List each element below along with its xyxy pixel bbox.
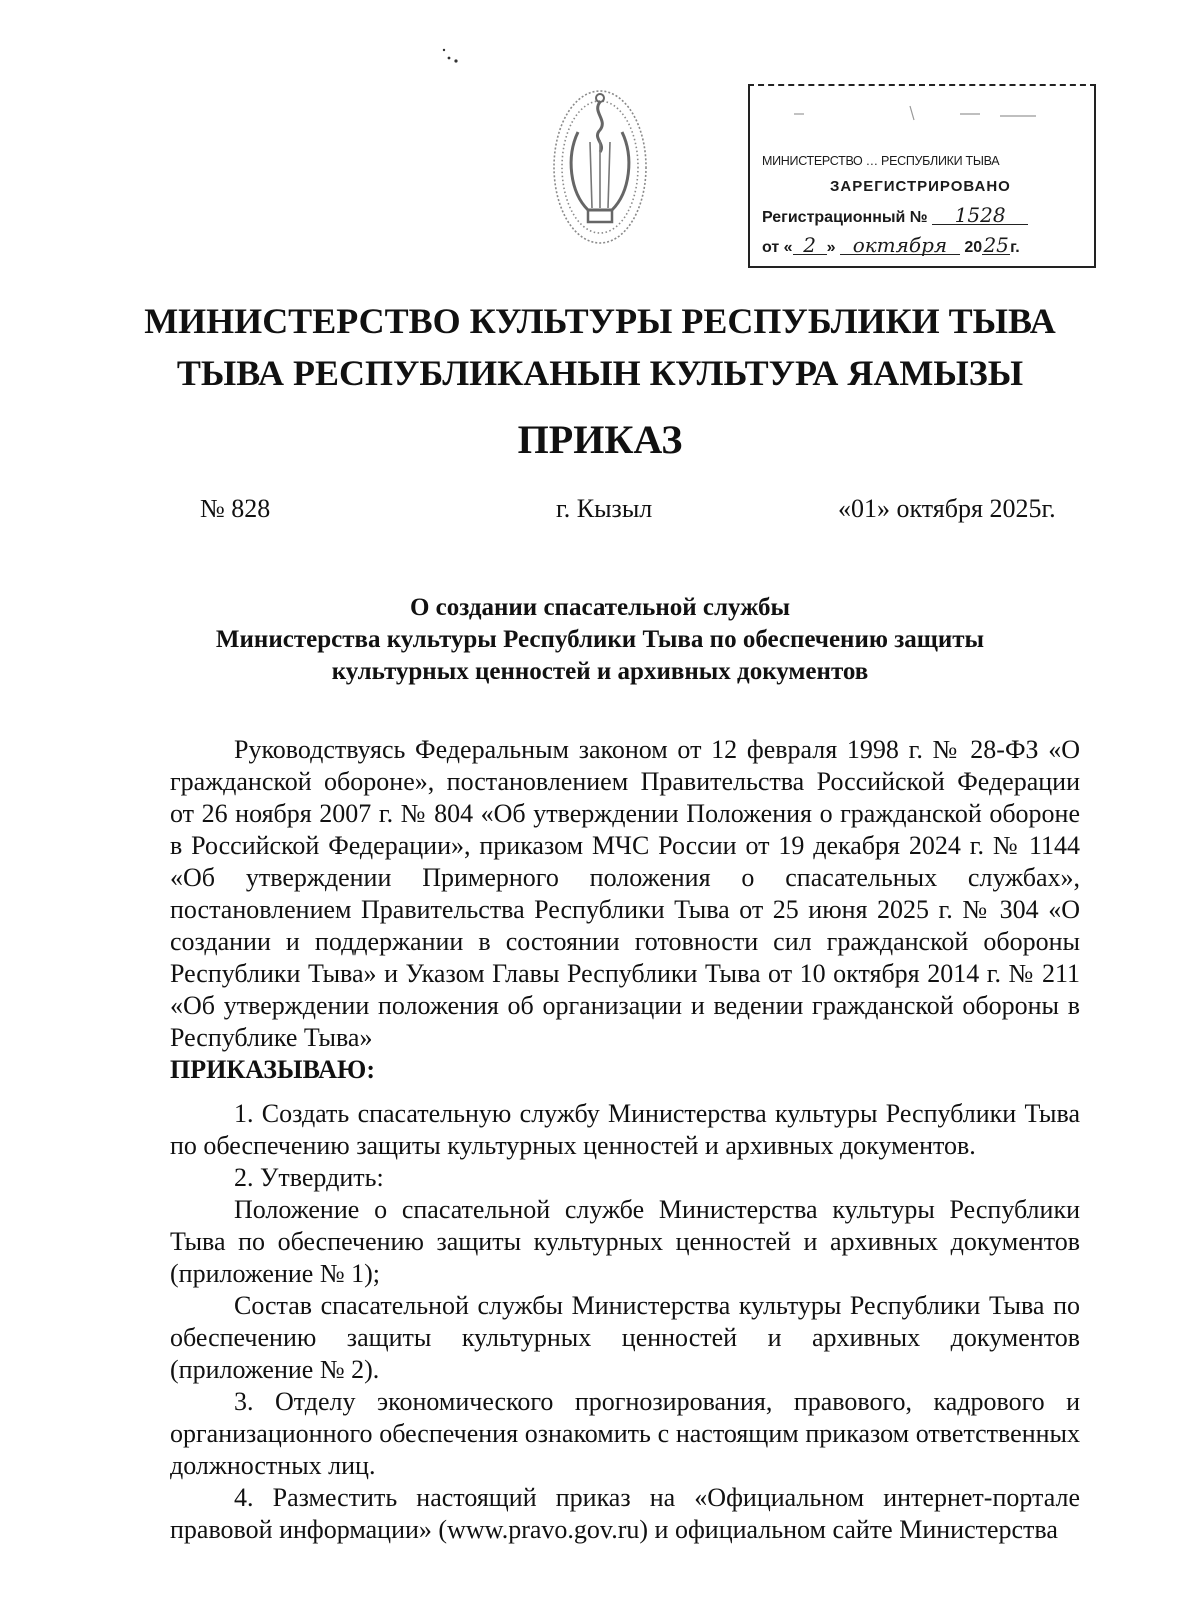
preamble-paragraph: Руководствуясь Федеральным законом от 12 февраля 1998 г. № 28-ФЗ «О гражданской обороне», постановлением Правительства Российской Федерации от 26 ноября 2007 г. № 804 «Об утверждении Положения о гражданской обороне в Российской Федерации», приказом МЧС России от 19 декабря 2024 г. № 1144 «Об утверждении Примерного положения о спасательных службах», постановлением Правительства Республики Тыва от 25 июня 2025 г. № 304 «О создании и поддержании в состоянии готовности сил гражданской обороны Республики Тыва» и Указом Главы Республики Тыва от 10 октября 2014 г. № 211 «Об утверждении положения об организации и ведении гражданской обороны в Республике Тыва» [170, 735, 1080, 1052]
order-body [170, 734, 1080, 1546]
ministry-title-tuvan: ТЫВА РЕСПУБЛИКАНЫН КУЛЬТУРА ЯАМЫЗЫ [176, 353, 1024, 393]
stamp-date-year: 25 [983, 233, 1009, 257]
document-type-title: ПРИКАЗ [517, 417, 683, 462]
stamp-date-suffix: г. [1010, 239, 1020, 256]
stamp-date-year-prefix: 20 [964, 239, 983, 256]
order-subject [160, 592, 1040, 688]
stamp-date-row [762, 233, 1020, 257]
stamp-reg-label: Регистрационный № [762, 209, 928, 226]
stamp-date-sep: » [826, 239, 836, 256]
stamp-registration-number-row [762, 203, 1028, 227]
item-4-paragraph: 4. Разместить настоящий приказ на «Официальном интернет-портале правовой информации» (www.pravo.gov.ru) и официальном сайте Министерства [170, 1483, 1080, 1544]
item-2-paragraph: 2. Утвердить: [234, 1163, 384, 1192]
stamp-smudge-marks [790, 104, 1050, 124]
stamp-date-month: октября [840, 236, 960, 255]
order-date: «01» октября 2025г. [838, 494, 1056, 523]
item-2a-paragraph: Положение о спасательной службе Министерства культуры Республики Тыва по обеспечению защиты культурных ценностей и архивных документов (приложение № 1); [170, 1195, 1080, 1288]
registration-stamp [748, 84, 1096, 268]
ministry-title-russian: МИНИСТЕРСТВО КУЛЬТУРЫ РЕСПУБЛИКИ ТЫВА [144, 301, 1056, 341]
order-number: № 828 [200, 494, 271, 523]
stamp-reg-number: 1528 [932, 206, 1028, 225]
item-3-paragraph: 3. Отделу экономического прогнозирования, правового, кадрового и организационного обеспечения ознакомить с настоящим приказом ответственных должностных лиц. [170, 1387, 1080, 1480]
stamp-date-day: 2 [793, 236, 827, 255]
order-city: г. Кызыл [556, 494, 653, 523]
subject-line-2: Министерства культуры Республики Тыва по обеспечению защиты [215, 626, 985, 653]
item-2b-paragraph: Состав спасательной службы Министерства культуры Республики Тыва по обеспечению защиты культурных ценностей и архивных документов (приложение № 2). [170, 1291, 1080, 1384]
item-1-paragraph: 1. Создать спасательную службу Министерства культуры Республики Тыва по обеспечению защиты культурных ценностей и архивных документов. [170, 1099, 1080, 1160]
stamp-registered-label: ЗАРЕГИСТРИРОВАНО [830, 178, 1011, 195]
stamp-date-prefix: от « [762, 239, 793, 256]
scan-speck-marks [440, 46, 460, 66]
lyre-emblem-icon [548, 72, 652, 252]
subject-line-1: О создании спасательной службы [409, 594, 791, 621]
command-heading: ПРИКАЗЫВАЮ: [170, 1055, 375, 1084]
stamp-ministry-line: МИНИСТЕРСТВО … РЕСПУБЛИКИ ТЫВА [762, 154, 1000, 168]
subject-line-3: культурных ценностей и архивных документов [331, 658, 869, 685]
